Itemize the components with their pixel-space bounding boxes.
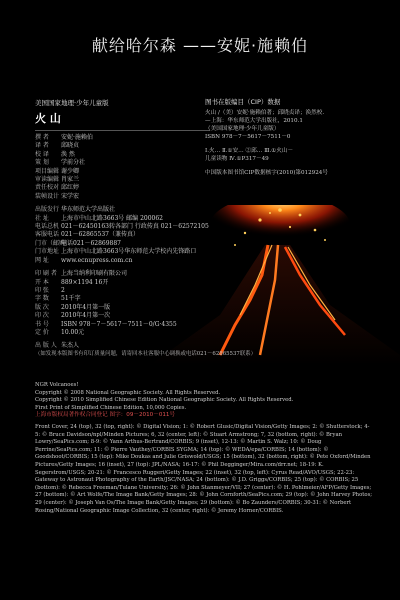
info-row	[35, 151, 220, 159]
cip-line: —上海：华东师范大学出版社，2010.1	[205, 118, 303, 124]
info-row	[35, 159, 220, 167]
info-row	[35, 215, 220, 223]
info-row	[35, 295, 220, 303]
info-row	[35, 184, 220, 192]
info-value: 涣 然	[61, 150, 75, 158]
info-row	[35, 231, 220, 239]
book-title: 火 山	[35, 112, 61, 125]
info-key: 定 价	[35, 328, 49, 336]
info-key: 门市地址	[35, 248, 60, 256]
info-value: 邱红婷	[61, 184, 80, 192]
info-value: 学前分社	[61, 159, 86, 167]
info-value: ISBN 978－7－5617－7511－0/G·4355	[61, 320, 177, 328]
info-value: 上海市中山北路3663号华东师范大学校内先锋路口	[61, 248, 197, 256]
info-value: 邱晓贞	[61, 142, 80, 150]
series-name: 美国国家地理·少年儿童版	[35, 99, 109, 107]
info-key: 客服电话	[35, 231, 60, 239]
info-key: 字 数	[35, 295, 49, 303]
info-value: 51千字	[61, 295, 81, 303]
info-row	[35, 304, 220, 312]
info-row	[35, 193, 220, 201]
info-key: 责任校对	[35, 184, 60, 192]
info-row	[35, 206, 220, 214]
cip-line: 中国版本图书馆CIP数据核字(2010)第012924号	[205, 170, 328, 176]
info-key: 出版发行	[35, 206, 60, 214]
info-key: 开 本	[35, 278, 49, 286]
credits-rows	[35, 134, 220, 201]
info-key: 策 划	[35, 159, 49, 167]
info-value: 电话021－62869887	[61, 239, 121, 247]
divider	[35, 130, 210, 131]
info-value: 上海当纳利印刷有限公司	[61, 270, 128, 278]
info-key: 审读编辑	[35, 176, 60, 184]
cip-line: Ⅰ.火… Ⅱ.①安… ②邱… Ⅲ.①火山－	[205, 148, 294, 154]
info-value: 华东师范大学出版社	[61, 206, 116, 214]
info-value: 2	[61, 286, 65, 294]
info-value: 2010年4月第一版	[61, 303, 111, 311]
print-rows	[35, 270, 220, 337]
info-key: 门市（邮购）	[35, 239, 72, 247]
info-key: 电话总机	[35, 223, 60, 231]
info-row	[35, 142, 220, 150]
info-value: 889×1194 16开	[61, 278, 109, 286]
info-value: 10.00元	[61, 328, 85, 336]
info-key: 印 次	[35, 312, 49, 320]
contact-note: （如发现本版图书有印订质量问题，请寄回本社客服中心调换或电话021－62865537联系）	[35, 351, 257, 357]
info-value: 2010年4月第一次	[61, 312, 111, 320]
info-key: 装帧设计	[35, 192, 60, 200]
info-row	[35, 312, 220, 320]
info-row	[35, 321, 220, 329]
issuer-value: 朱杰人	[61, 342, 80, 350]
info-key: 撰 者	[35, 134, 49, 141]
publisher-rows	[35, 206, 220, 265]
info-row	[35, 168, 220, 176]
photo-credits: Front Cover, 24 (top), 32 (top, right): © Digital Vision; 1: © Robert Glusic/Digital Vision/Getty Images; 2: © Shutterstock; 4-5: © Bruce Davidson/npl/Minden Pictures; 6, 32 (center, left): © Stuart Armstrong; 7, 32 (bottom, right): © Bryan Lowry/SeaPics.com; 8-9: © Yann Arthus-Bertrand/CORBIS; 9 (inset), 12-13: © Martin S. Walz; 10: © Doug Perrine/SeaPics.com; 11: © Pierre Vauthey/CORBIS SYGMA; 14 (top): © WEDA/epa/CORBIS; 14 (bottom): © Goodshoot/CORBIS; 15 (top): Mike Doukas and Julie Griswold/USGS; 15 (bottom), 32 (bottom, right): © Pete Oxford/Minden Pictures/Getty Images; 16 (inset), 27 (top): JPL/NASA; 16-17: © Phil Degginger/Mira.com/drr.net; 18-19: K. Segerstrom/USGS; 20-21: © Francesco Ruggeri/Getty Images; 22 (inset), 32 (top, left): Cyrus Read/AVO/USGS; 22-23: Gateway to Astronaut Photography of the Earth/JSC/NASA; 24 (bottom): © J.D. Griggs/CORBIS; 25 (top): © CORBIS; 25 (bottom): © Rebecca Freeman/Tulane University; 26: © John Stanmeyer/VII; 27 (center): © H. Pohlmeier/AFP/Getty Images; 27 (bottom): © Art Wolfe/The Image Bank/Getty Images; 28: © John Cornforth/SeaPics.com; 29 (top): © John Harvey Photos; 29 (center): © Joseph Van Os/The Image Bank/Getty Images; 29 (bottom): © Bo Zaunders/CORBIS; 30-31: © Norbert Rosing/National Geographic Image Collection, 32 (center, right): © Jeremy Horner/CORBIS.	[35, 423, 373, 514]
info-value: 宋学宏	[61, 192, 80, 200]
info-key: 版 次	[35, 303, 49, 311]
cip-line: （美国国家地理·少年儿童版）	[205, 126, 280, 132]
cip-lines	[205, 109, 395, 177]
copyright-line: Copyright © 2010 Simplified Chinese Edition National Geographic Society. All Rights Reserved.	[35, 397, 294, 404]
info-row	[35, 329, 220, 337]
copyright-line: First Print of Simplified Chinese Edition, 10,000 Copies.	[35, 404, 187, 411]
cip-line: 儿童读物 Ⅳ.①P317－49	[205, 156, 269, 162]
copyright-lines	[35, 390, 373, 413]
info-key: 印 张	[35, 286, 49, 294]
cip-line: ISBN 978－7－5617－7511－0	[205, 134, 291, 140]
cip-line: 火山 /（美）安妮·施赖伯著；邱晓贞译；涣然校.	[205, 110, 325, 116]
copyright-line: Copyright © 2008 National Geographic Society. All Rights Reserved.	[35, 389, 221, 396]
info-row	[35, 270, 220, 278]
issuer-key: 出 版 人	[35, 342, 57, 350]
info-row	[35, 279, 220, 287]
copyright-info-block	[35, 98, 220, 351]
info-value: 021－62450163转各部门 行政传真 021－62572105	[61, 223, 209, 231]
info-value: 021－62865537（兼传真）	[61, 231, 139, 239]
registration-line: 上海市版权局著作权合同登记 图字：09－2010－011号	[35, 412, 176, 419]
info-value: 肖家兰	[61, 176, 80, 184]
info-value: 安妮·施赖伯	[61, 134, 93, 141]
english-title: NGR Volcanoes!	[35, 382, 79, 388]
info-key: 社 址	[35, 214, 49, 222]
info-row	[35, 257, 220, 265]
info-key: 项目编辑	[35, 167, 60, 175]
info-key: 网 址	[35, 256, 49, 264]
dedication: 献给哈尔森 ——安妮·施赖伯	[91, 36, 309, 55]
info-key: 译 者	[35, 142, 49, 150]
info-row	[35, 248, 220, 256]
info-key: 印 刷 者	[35, 270, 57, 278]
info-value: www.ecnupress.com.cn	[61, 256, 133, 264]
cip-heading: 图书在版编目（CIP）数据	[205, 98, 281, 106]
english-copyright-block	[35, 382, 373, 515]
info-value: 上海市中山北路3663号 邮编 200062	[61, 214, 163, 222]
info-key: 书 号	[35, 320, 49, 328]
cip-block	[205, 98, 395, 177]
info-value: 谢少卿	[61, 167, 80, 175]
info-key: 校 译	[35, 150, 49, 158]
